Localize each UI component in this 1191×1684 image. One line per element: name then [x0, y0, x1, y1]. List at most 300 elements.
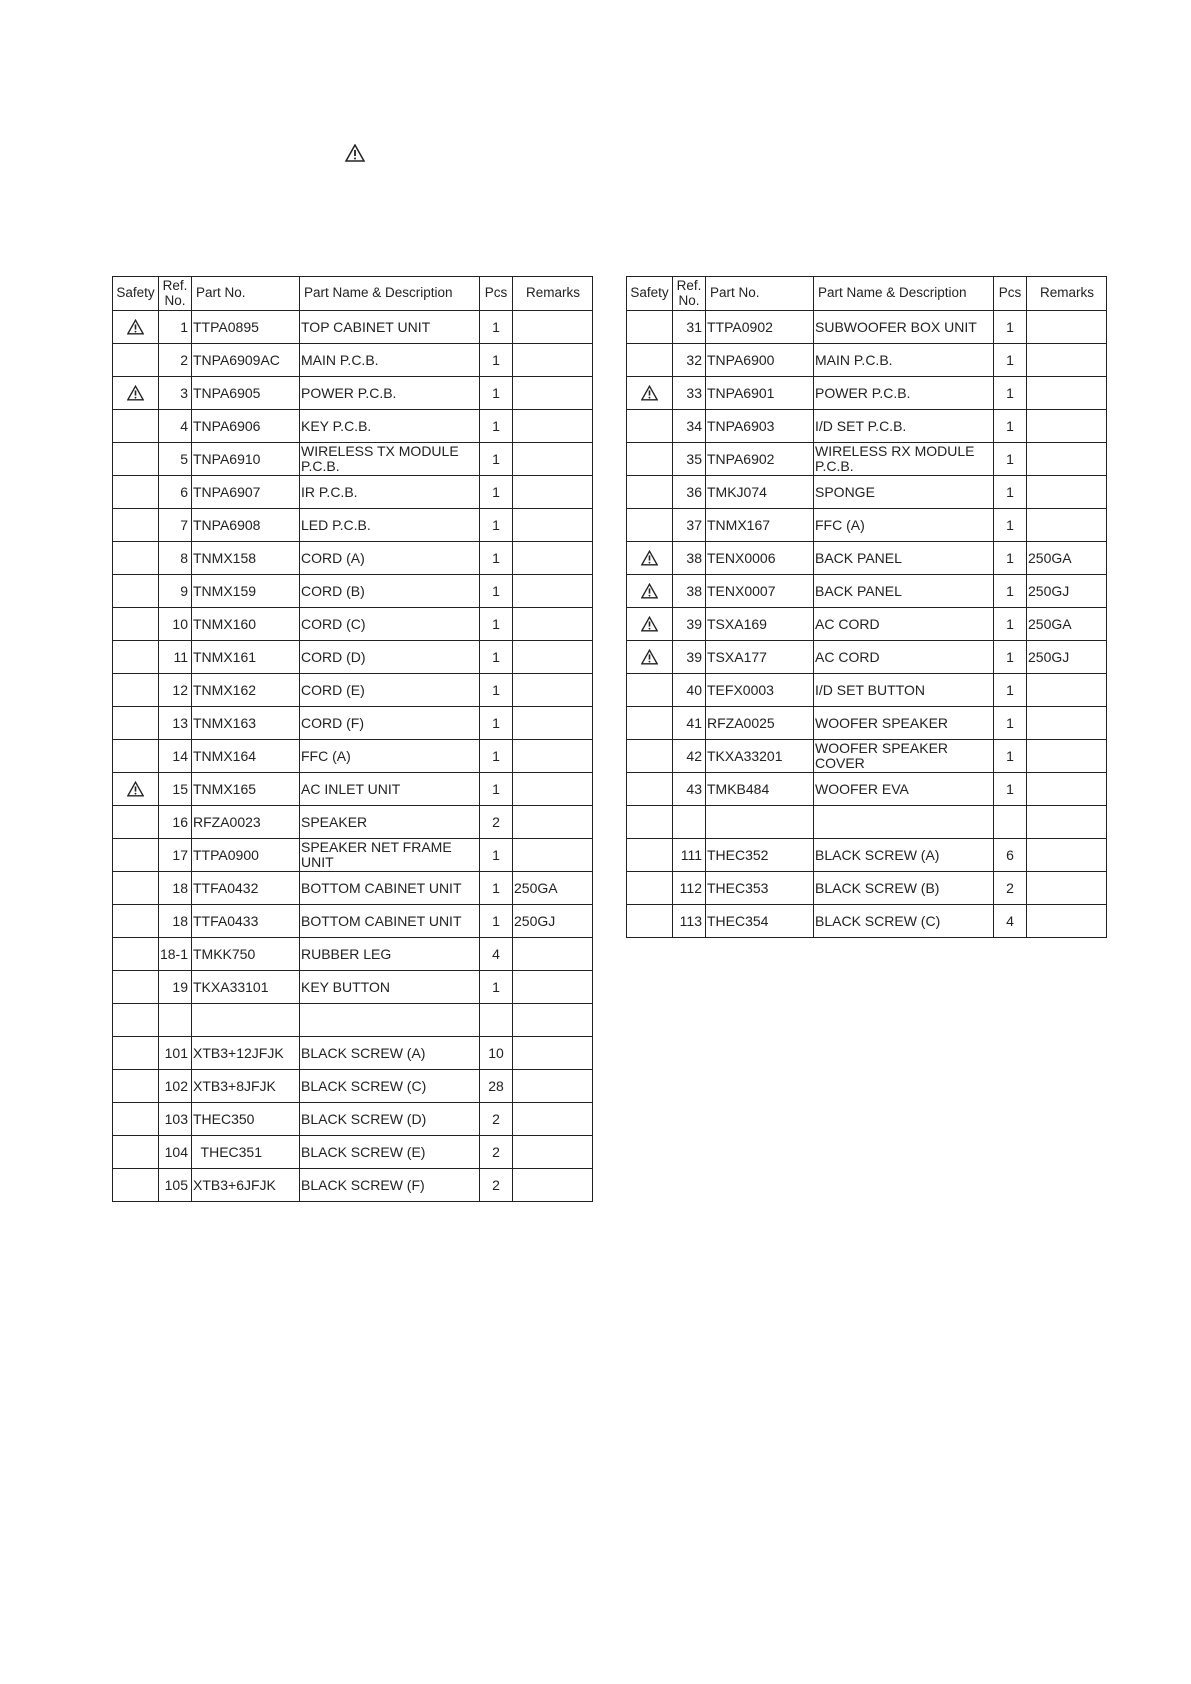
pcs-cell: 1 [480, 773, 513, 806]
remarks-cell [1027, 707, 1107, 740]
remarks-cell [513, 806, 593, 839]
part-name-cell: BLACK SCREW (C) [814, 905, 994, 938]
pcs-cell: 1 [480, 608, 513, 641]
ref-no-cell: 39 [673, 641, 706, 674]
pcs-cell: 1 [480, 839, 513, 872]
header-safety: Safety [627, 277, 673, 311]
parts-table-left [112, 276, 593, 1202]
part-no-cell: TNPA6908 [192, 509, 300, 542]
table-row [627, 641, 1107, 674]
ref-no-cell: 43 [673, 773, 706, 806]
warning-triangle-icon [345, 144, 365, 162]
remarks-cell [1027, 905, 1107, 938]
safety-cell [113, 443, 159, 476]
part-name-cell: BOTTOM CABINET UNIT [300, 905, 480, 938]
ref-no-cell: 38 [673, 542, 706, 575]
safety-cell [113, 1004, 159, 1037]
part-no-cell: THEC351 [192, 1136, 300, 1169]
ref-no-cell: 2 [159, 344, 192, 377]
remarks-cell [513, 311, 593, 344]
part-no-cell: TMKB484 [706, 773, 814, 806]
ref-no-cell: 36 [673, 476, 706, 509]
table-row [113, 608, 593, 641]
ref-no-cell: 16 [159, 806, 192, 839]
pcs-cell: 1 [994, 641, 1027, 674]
table-row [113, 311, 593, 344]
pcs-cell: 1 [994, 674, 1027, 707]
warning-triangle-icon [641, 616, 658, 632]
safety-cell [113, 1103, 159, 1136]
remarks-cell: 250GA [513, 872, 593, 905]
pcs-cell: 1 [480, 740, 513, 773]
part-name-cell: BLACK SCREW (F) [300, 1169, 480, 1202]
ref-no-cell [673, 806, 706, 839]
parts-table-right [626, 276, 1107, 938]
part-no-cell: TNPA6905 [192, 377, 300, 410]
part-no-cell: TMKJ074 [706, 476, 814, 509]
remarks-cell [513, 938, 593, 971]
remarks-cell [513, 1004, 593, 1037]
part-no-cell: TNMX163 [192, 707, 300, 740]
part-name-cell: CORD (E) [300, 674, 480, 707]
pcs-cell: 1 [994, 575, 1027, 608]
safety-cell [627, 410, 673, 443]
table-row [627, 509, 1107, 542]
table-row [627, 542, 1107, 575]
remarks-cell: 250GJ [513, 905, 593, 938]
table-row [113, 509, 593, 542]
ref-no-cell: 6 [159, 476, 192, 509]
pcs-cell [480, 1004, 513, 1037]
pcs-cell: 1 [480, 476, 513, 509]
header-part-no: Part No. [706, 277, 814, 311]
safety-cell [113, 476, 159, 509]
remarks-cell [1027, 311, 1107, 344]
ref-no-cell: 34 [673, 410, 706, 443]
table-row [113, 872, 593, 905]
part-no-cell: TTPA0902 [706, 311, 814, 344]
safety-cell [627, 509, 673, 542]
pcs-cell: 1 [994, 773, 1027, 806]
ref-no-cell: 18 [159, 905, 192, 938]
part-name-cell: BACK PANEL [814, 542, 994, 575]
part-no-cell: TTFA0432 [192, 872, 300, 905]
part-no-cell: TNMX164 [192, 740, 300, 773]
remarks-cell [1027, 377, 1107, 410]
table-row [113, 377, 593, 410]
safety-cell [627, 377, 673, 410]
table-row [113, 344, 593, 377]
ref-no-cell: 4 [159, 410, 192, 443]
safety-cell [627, 707, 673, 740]
ref-no-cell: 39 [673, 608, 706, 641]
table-row [627, 377, 1107, 410]
pcs-cell: 1 [480, 443, 513, 476]
part-name-cell: WOOFER EVA [814, 773, 994, 806]
table-row [627, 476, 1107, 509]
part-no-cell: XTB3+6JFJK [192, 1169, 300, 1202]
part-no-cell: TTPA0900 [192, 839, 300, 872]
ref-no-cell: 33 [673, 377, 706, 410]
part-no-cell: TNMX160 [192, 608, 300, 641]
part-no-cell: RFZA0025 [706, 707, 814, 740]
remarks-cell [1027, 344, 1107, 377]
pcs-cell: 4 [994, 905, 1027, 938]
table-row [113, 905, 593, 938]
part-no-cell: TNPA6909AC [192, 344, 300, 377]
pcs-cell: 2 [480, 1136, 513, 1169]
part-name-cell: BLACK SCREW (E) [300, 1136, 480, 1169]
part-name-cell: SUBWOOFER BOX UNIT [814, 311, 994, 344]
part-name-cell: AC CORD [814, 641, 994, 674]
ref-no-cell: 17 [159, 839, 192, 872]
safety-cell [627, 542, 673, 575]
safety-cell [113, 806, 159, 839]
pcs-cell: 1 [480, 344, 513, 377]
part-name-cell: LED P.C.B. [300, 509, 480, 542]
safety-cell [113, 674, 159, 707]
part-no-cell: TEFX0003 [706, 674, 814, 707]
safety-cell [627, 872, 673, 905]
remarks-cell [513, 377, 593, 410]
table-row [113, 410, 593, 443]
header-pcs: Pcs [480, 277, 513, 311]
part-no-cell: XTB3+12JFJK [192, 1037, 300, 1070]
part-no-cell: TSXA169 [706, 608, 814, 641]
part-name-cell: WIRELESS RX MODULE P.C.B. [814, 443, 994, 476]
part-name-cell: FFC (A) [300, 740, 480, 773]
part-no-cell: TNMX161 [192, 641, 300, 674]
table-row [113, 1037, 593, 1070]
remarks-cell [513, 575, 593, 608]
safety-cell [627, 773, 673, 806]
part-name-cell: BLACK SCREW (B) [814, 872, 994, 905]
part-name-cell: BLACK SCREW (A) [814, 839, 994, 872]
ref-no-cell: 35 [673, 443, 706, 476]
table-row [627, 872, 1107, 905]
part-no-cell: THEC350 [192, 1103, 300, 1136]
pcs-cell: 1 [480, 575, 513, 608]
part-name-cell: WOOFER SPEAKER COVER [814, 740, 994, 773]
pcs-cell: 2 [480, 1103, 513, 1136]
safety-cell [113, 1070, 159, 1103]
ref-no-cell: 15 [159, 773, 192, 806]
safety-cell [113, 905, 159, 938]
remarks-cell: 250GJ [1027, 641, 1107, 674]
ref-no-cell: 12 [159, 674, 192, 707]
remarks-cell: 250GA [1027, 608, 1107, 641]
remarks-cell [513, 839, 593, 872]
part-name-cell: WIRELESS TX MODULE P.C.B. [300, 443, 480, 476]
ref-no-cell: 37 [673, 509, 706, 542]
part-name-cell: MAIN P.C.B. [300, 344, 480, 377]
part-name-cell: TOP CABINET UNIT [300, 311, 480, 344]
part-no-cell: TNMX158 [192, 542, 300, 575]
ref-no-cell: 31 [673, 311, 706, 344]
part-no-cell: TNMX167 [706, 509, 814, 542]
header-ref-no: Ref. No. [673, 277, 706, 311]
part-name-cell: FFC (A) [814, 509, 994, 542]
remarks-cell [1027, 443, 1107, 476]
ref-no-cell: 13 [159, 707, 192, 740]
pcs-cell: 1 [994, 740, 1027, 773]
ref-no-cell: 101 [159, 1037, 192, 1070]
pcs-cell: 1 [994, 509, 1027, 542]
safety-cell [113, 509, 159, 542]
remarks-cell [513, 1169, 593, 1202]
remarks-cell [1027, 410, 1107, 443]
part-name-cell: BACK PANEL [814, 575, 994, 608]
remarks-cell [1027, 806, 1107, 839]
remarks-cell [1027, 509, 1107, 542]
part-no-cell: THEC352 [706, 839, 814, 872]
ref-no-cell: 32 [673, 344, 706, 377]
pcs-cell: 1 [480, 509, 513, 542]
safety-cell [627, 839, 673, 872]
part-no-cell [192, 1004, 300, 1037]
part-name-cell: AC CORD [814, 608, 994, 641]
warning-triangle-icon [641, 583, 658, 599]
part-no-cell: TENX0007 [706, 575, 814, 608]
ref-no-cell: 1 [159, 311, 192, 344]
ref-no-cell: 7 [159, 509, 192, 542]
safety-cell [627, 608, 673, 641]
remarks-cell [1027, 839, 1107, 872]
table-row [113, 938, 593, 971]
pcs-cell: 1 [994, 608, 1027, 641]
pcs-cell: 4 [480, 938, 513, 971]
header-remarks: Remarks [513, 277, 593, 311]
safety-cell [627, 740, 673, 773]
part-name-cell: BLACK SCREW (D) [300, 1103, 480, 1136]
part-name-cell: RUBBER LEG [300, 938, 480, 971]
table-row [113, 839, 593, 872]
table-row [113, 1103, 593, 1136]
remarks-cell [513, 740, 593, 773]
safety-cell [113, 872, 159, 905]
table-row [113, 773, 593, 806]
remarks-cell [513, 608, 593, 641]
table-row [627, 806, 1107, 839]
part-name-cell: CORD (D) [300, 641, 480, 674]
remarks-cell [513, 542, 593, 575]
ref-no-cell: 10 [159, 608, 192, 641]
safety-cell [627, 311, 673, 344]
table-row [113, 707, 593, 740]
header-part-name: Part Name & Description [300, 277, 480, 311]
safety-cell [627, 443, 673, 476]
header-remarks: Remarks [1027, 277, 1107, 311]
table-row [627, 443, 1107, 476]
part-no-cell: TNPA6903 [706, 410, 814, 443]
part-name-cell: CORD (A) [300, 542, 480, 575]
remarks-cell [513, 641, 593, 674]
ref-no-cell: 14 [159, 740, 192, 773]
table-row [113, 740, 593, 773]
safety-cell [627, 476, 673, 509]
safety-cell [113, 938, 159, 971]
table-row [627, 740, 1107, 773]
safety-cell [113, 344, 159, 377]
ref-no-cell: 41 [673, 707, 706, 740]
pcs-cell: 1 [480, 707, 513, 740]
pcs-cell: 1 [480, 872, 513, 905]
part-no-cell: TTFA0433 [192, 905, 300, 938]
safety-cell [113, 377, 159, 410]
part-name-cell [300, 1004, 480, 1037]
remarks-cell [1027, 740, 1107, 773]
remarks-cell: 250GJ [1027, 575, 1107, 608]
table-row [113, 1070, 593, 1103]
part-no-cell: TNPA6906 [192, 410, 300, 443]
table-header-row [113, 277, 593, 311]
table-row [627, 311, 1107, 344]
ref-no-cell: 8 [159, 542, 192, 575]
part-name-cell: I/D SET BUTTON [814, 674, 994, 707]
part-name-cell: CORD (C) [300, 608, 480, 641]
table-row [113, 971, 593, 1004]
pcs-cell: 1 [994, 311, 1027, 344]
part-name-cell: POWER P.C.B. [814, 377, 994, 410]
part-name-cell: MAIN P.C.B. [814, 344, 994, 377]
safety-cell [113, 1037, 159, 1070]
part-no-cell: TNMX159 [192, 575, 300, 608]
remarks-cell [513, 509, 593, 542]
ref-no-cell: 5 [159, 443, 192, 476]
pcs-cell: 6 [994, 839, 1027, 872]
remarks-cell [513, 971, 593, 1004]
part-no-cell: XTB3+8JFJK [192, 1070, 300, 1103]
safety-cell [113, 1136, 159, 1169]
pcs-cell: 1 [994, 410, 1027, 443]
ref-no-cell: 18-1 [159, 938, 192, 971]
part-name-cell: I/D SET P.C.B. [814, 410, 994, 443]
remarks-cell [513, 1136, 593, 1169]
pcs-cell: 2 [994, 872, 1027, 905]
ref-no-cell: 38 [673, 575, 706, 608]
ref-no-cell: 19 [159, 971, 192, 1004]
part-name-cell: WOOFER SPEAKER [814, 707, 994, 740]
part-name-cell: SPEAKER NET FRAME UNIT [300, 839, 480, 872]
pcs-cell: 1 [480, 674, 513, 707]
ref-no-cell: 40 [673, 674, 706, 707]
remarks-cell [1027, 476, 1107, 509]
header-ref-no: Ref. No. [159, 277, 192, 311]
table-row [113, 1136, 593, 1169]
pcs-cell: 1 [480, 311, 513, 344]
ref-no-cell: 105 [159, 1169, 192, 1202]
table-row [113, 542, 593, 575]
pcs-cell: 10 [480, 1037, 513, 1070]
part-name-cell: IR P.C.B. [300, 476, 480, 509]
pcs-cell: 1 [994, 707, 1027, 740]
pcs-cell: 2 [480, 806, 513, 839]
pcs-cell: 1 [994, 443, 1027, 476]
part-name-cell [814, 806, 994, 839]
table-row [627, 575, 1107, 608]
pcs-cell [994, 806, 1027, 839]
part-no-cell: TNPA6901 [706, 377, 814, 410]
safety-cell [113, 311, 159, 344]
ref-no-cell: 42 [673, 740, 706, 773]
part-name-cell: BLACK SCREW (A) [300, 1037, 480, 1070]
part-name-cell: SPONGE [814, 476, 994, 509]
remarks-cell [1027, 773, 1107, 806]
pcs-cell: 1 [480, 905, 513, 938]
table-row [627, 905, 1107, 938]
part-name-cell: BLACK SCREW (C) [300, 1070, 480, 1103]
part-no-cell: TNPA6902 [706, 443, 814, 476]
table-row [113, 674, 593, 707]
remarks-cell [513, 1070, 593, 1103]
part-no-cell [706, 806, 814, 839]
part-no-cell: THEC354 [706, 905, 814, 938]
part-no-cell: TNMX162 [192, 674, 300, 707]
part-no-cell: TSXA177 [706, 641, 814, 674]
table-row [627, 773, 1107, 806]
pcs-cell: 1 [480, 377, 513, 410]
safety-cell [627, 344, 673, 377]
part-name-cell: POWER P.C.B. [300, 377, 480, 410]
safety-cell [113, 608, 159, 641]
safety-cell [627, 575, 673, 608]
part-name-cell: CORD (B) [300, 575, 480, 608]
remarks-cell [513, 410, 593, 443]
warning-triangle-icon [641, 385, 658, 401]
table-row [627, 707, 1107, 740]
header-pcs: Pcs [994, 277, 1027, 311]
safety-cell [113, 773, 159, 806]
ref-no-cell: 9 [159, 575, 192, 608]
ref-no-cell: 112 [673, 872, 706, 905]
part-no-cell: TTPA0895 [192, 311, 300, 344]
table-row [113, 575, 593, 608]
remarks-cell [1027, 674, 1107, 707]
remarks-cell: 250GA [1027, 542, 1107, 575]
ref-no-cell: 18 [159, 872, 192, 905]
pcs-cell: 2 [480, 1169, 513, 1202]
warning-triangle-icon [127, 319, 144, 335]
safety-cell [113, 839, 159, 872]
remarks-cell [513, 344, 593, 377]
part-no-cell: TENX0006 [706, 542, 814, 575]
part-no-cell: TKXA33201 [706, 740, 814, 773]
table-row [113, 443, 593, 476]
part-no-cell: TNPA6910 [192, 443, 300, 476]
header-part-name: Part Name & Description [814, 277, 994, 311]
safety-cell [113, 641, 159, 674]
remarks-cell [513, 707, 593, 740]
part-no-cell: RFZA0023 [192, 806, 300, 839]
part-name-cell: KEY BUTTON [300, 971, 480, 1004]
remarks-cell [513, 773, 593, 806]
table-row [627, 344, 1107, 377]
part-name-cell: BOTTOM CABINET UNIT [300, 872, 480, 905]
part-no-cell: TNMX165 [192, 773, 300, 806]
remarks-cell [513, 443, 593, 476]
remarks-cell [513, 476, 593, 509]
part-no-cell: TNPA6900 [706, 344, 814, 377]
pcs-cell: 1 [480, 542, 513, 575]
remarks-cell [513, 1037, 593, 1070]
table-row [113, 641, 593, 674]
part-name-cell: SPEAKER [300, 806, 480, 839]
ref-no-cell: 3 [159, 377, 192, 410]
safety-cell [627, 806, 673, 839]
ref-no-cell: 113 [673, 905, 706, 938]
ref-no-cell: 103 [159, 1103, 192, 1136]
part-name-cell: CORD (F) [300, 707, 480, 740]
